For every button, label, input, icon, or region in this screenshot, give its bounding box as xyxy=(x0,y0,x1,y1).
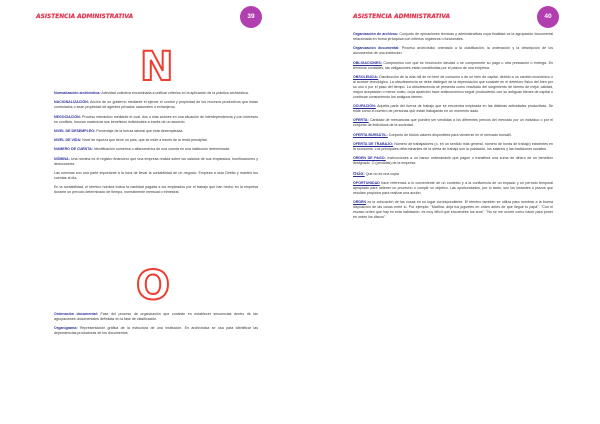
glossary-definition: Que no es una copia xyxy=(364,171,399,176)
glossary-definition: Representación gráfica de la estructura de una institución. En archivística se usa para identificar las dependencias productoras de los documentos. xyxy=(54,326,258,336)
glossary-term: OFERTA DE TRABAJO: xyxy=(353,142,394,147)
glossary-term: OBLIGACIONES: xyxy=(353,60,382,65)
glossary-term: OBSOLENCIA: xyxy=(353,74,379,79)
glossary-term: NIVEL DE VIDA: xyxy=(54,138,82,143)
glossary-entry xyxy=(353,133,553,138)
glossary-entry xyxy=(54,326,258,336)
glossary-term: ORDEN xyxy=(353,200,366,205)
glossary-definition: Cantidad de mercancías que pueden ser vendidas a los diferentes precios del mercado por un individuo o por el conjunto de individuos de la sociedad. xyxy=(353,118,553,128)
glossary-definition: Número de trabajadores (o, en un sentido más general, número de horas de trabajo) existentes en la economía. Los principales determinantes de la oferta de trabajo son la población, los salarios y las tradiciones sociales. xyxy=(353,142,553,152)
glossary-definition: Compromiso con que se reconocen deudas o se compromete su pago u otra prestación o entrega. En términos contables, las obligaciones están constituidas por el pasivo de una empresa. xyxy=(353,60,553,70)
glossary-entry xyxy=(54,312,258,322)
glossary-definition: Actividad colectiva encaminada a unificar criterios en la aplicación de la práctica archivística. xyxy=(100,91,249,95)
glossary-section-o-continued xyxy=(353,32,553,225)
glossary-definition: Las nóminas son una parte importante a la hora de llevar la contabilidad de un negocio. Empieza a usar Debito y mantén tus cuentas al día. xyxy=(54,171,258,181)
glossary-term: OFERTA BURSÁTIL: xyxy=(353,132,388,137)
glossary-term: OFERTA: xyxy=(353,118,369,123)
glossary-definition: Instrucciones a un banco ordenándole que pague o transfiera una suma de dinero de un beneficio designado. O (perdidas) de la empresa xyxy=(353,156,553,166)
glossary-entry xyxy=(353,32,553,42)
glossary-entry xyxy=(353,156,553,166)
section-letter-o: O xyxy=(136,263,171,309)
glossary-term: Organización de archivos: xyxy=(353,32,399,36)
glossary-entry xyxy=(353,104,553,114)
section-letter-n: N xyxy=(140,44,174,90)
glossary-definition: Aquella parte del fuerza de trabajo que se encuentra empleada en las distintas actividades productivas. Se mide como el número de personas que están trabajando en un momento dado. xyxy=(353,104,553,114)
glossary-section-n xyxy=(54,91,258,200)
glossary-definition: Identificación numérica o alfanumérica de una cuenta en una institución determinada. xyxy=(92,147,230,152)
glossary-definition: Proceso interactivo mediante el cual, dos o más actores en una situación de interdependencia y con intereses en conflicto, buscan maximizar sus beneficios individuales a través de un acuerdo. xyxy=(54,114,258,124)
glossary-definition: Conjunto de operaciones técnicas y administrativas cuya finalidad es la agrupación documental relacionada en forma jerárquica con criterios orgánicos o funcionales. xyxy=(353,32,554,41)
glossary-term: Ocio: xyxy=(353,170,365,176)
glossary-definition: Disminución de la vida útil de un bien de consumo o de un bien de capital, debido a un cambio económico o al avance tecnológico. La obsolescencia se debe distinguir de la depreciación que consiste en el deterioro físico del bien por su uso o por el paso del tiempo. La obsolescencia se presenta como resultado del surgimiento de bienes de mejor calidad, mayor aceptación o menor costo, cuya aparición hace antieconómico seguir produciendo con su antiguas bienes de capital o continuar consumiendo los antiguos bienes. xyxy=(353,74,553,99)
running-head: ASISTENCIA ADMINISTRATIVA xyxy=(36,13,133,20)
glossary-paragraph xyxy=(54,185,258,195)
glossary-definition: es la colocación de las cosas en su lugar correspondiente. El término también se utiliza para nombrar a la buena disposición de las cosas entre sí. Por ejemplo: "Martina, deja tus juguetes en orden antes de que llegue tu papá", "Con el escaso orden que hay en esta habitación, es muy difícil que encuentres tus aros", "No se me ocurre cómo hacer para poner en orden los discos". xyxy=(353,200,553,220)
glossary-entry xyxy=(353,171,553,177)
glossary-definition: Una nómina es el registro financiero que una empresa realiza sobre los salarios de sus empleados, bonificaciones y deducciones. xyxy=(54,156,258,166)
glossary-entry xyxy=(353,75,553,100)
glossary-entry xyxy=(54,100,258,110)
glossary-term: OCUPACIÓN: xyxy=(353,104,376,109)
glossary-term: NACIONALIZACIÓN: xyxy=(54,100,89,105)
glossary-term: Organización documental: xyxy=(353,46,400,51)
glossary-entry xyxy=(353,142,553,152)
glossary-term: NIVEL DE DESEMPLEO: xyxy=(54,128,96,133)
page-number-badge: 40 xyxy=(537,6,559,28)
glossary-paragraph xyxy=(54,171,258,181)
glossary-entry xyxy=(353,61,553,71)
glossary-entry xyxy=(54,115,258,125)
glossary-term: NEGOCIACIÓN: xyxy=(54,114,81,119)
glossary-entry xyxy=(54,138,258,143)
glossary-definition: Porcentaje de la fuerza laboral que está desempleada. xyxy=(95,128,184,133)
glossary-term: Normalización archivística: xyxy=(54,91,101,95)
glossary-definition: Acción de un gobierno mediante el ejercer el control y propiedad de los recursos productivos que están controlados o sean propiedad de agentes privados nacionales o extranjeros. xyxy=(54,100,258,110)
glossary-definition: Nivel de riqueza que tiene un país, que se mide a través de la renta percápital. xyxy=(81,138,208,143)
glossary-definition: Conjunto de títulos valores disponibles para venderse en el mercado bursátil. xyxy=(387,132,512,137)
glossary-entry xyxy=(353,181,553,196)
glossary-definition: hace referencia a lo conveniente de un contexto y a la confluencia de un espacio y un período temporal apropiado para obtener un provecho o cumplir un objetivo. Las oportunidades, por lo tanto, son los instantes o plazos que resultan propicios para realizar una acción. xyxy=(353,180,553,195)
glossary-term: Ordenación documental: xyxy=(54,312,98,316)
glossary-term: NUMERO DE CUENTA: xyxy=(54,147,93,152)
glossary-entry xyxy=(54,129,258,134)
running-head: ASISTENCIA ADMINISTRATIVA xyxy=(353,13,450,20)
page-number-badge: 39 xyxy=(240,6,262,28)
glossary-entry xyxy=(54,147,258,152)
glossary-term: OPORTUNIDAD xyxy=(353,180,380,185)
glossary-term: Organigrama: xyxy=(54,326,78,331)
glossary-definition: Fase del proceso de organización que consiste en establecer secuencias dentro de las agrupaciones documentales definidas en la fase de clasificación. xyxy=(54,312,258,321)
glossary-term: ORDEN DE PAGO: xyxy=(353,156,386,161)
glossary-entry xyxy=(54,91,258,96)
glossary-entry xyxy=(353,200,553,220)
glossary-section-o xyxy=(54,312,258,341)
glossary-term: NÓMINA: xyxy=(54,156,70,161)
glossary-definition: En la contabilidad, el término nómina indica la cantidad pagada a los empleados por el trabajo que han hecho en la empresa durante un período determinado de tiempo, normalmente mensual o trimestral. xyxy=(54,185,258,195)
glossary-entry xyxy=(353,46,553,56)
glossary-entry xyxy=(353,118,553,128)
glossary-entry xyxy=(54,157,258,167)
glossary-definition: Proceso archivístico orientado a la clasificación, la ordenación y la descripción de los documentos de una institución. xyxy=(353,46,553,56)
